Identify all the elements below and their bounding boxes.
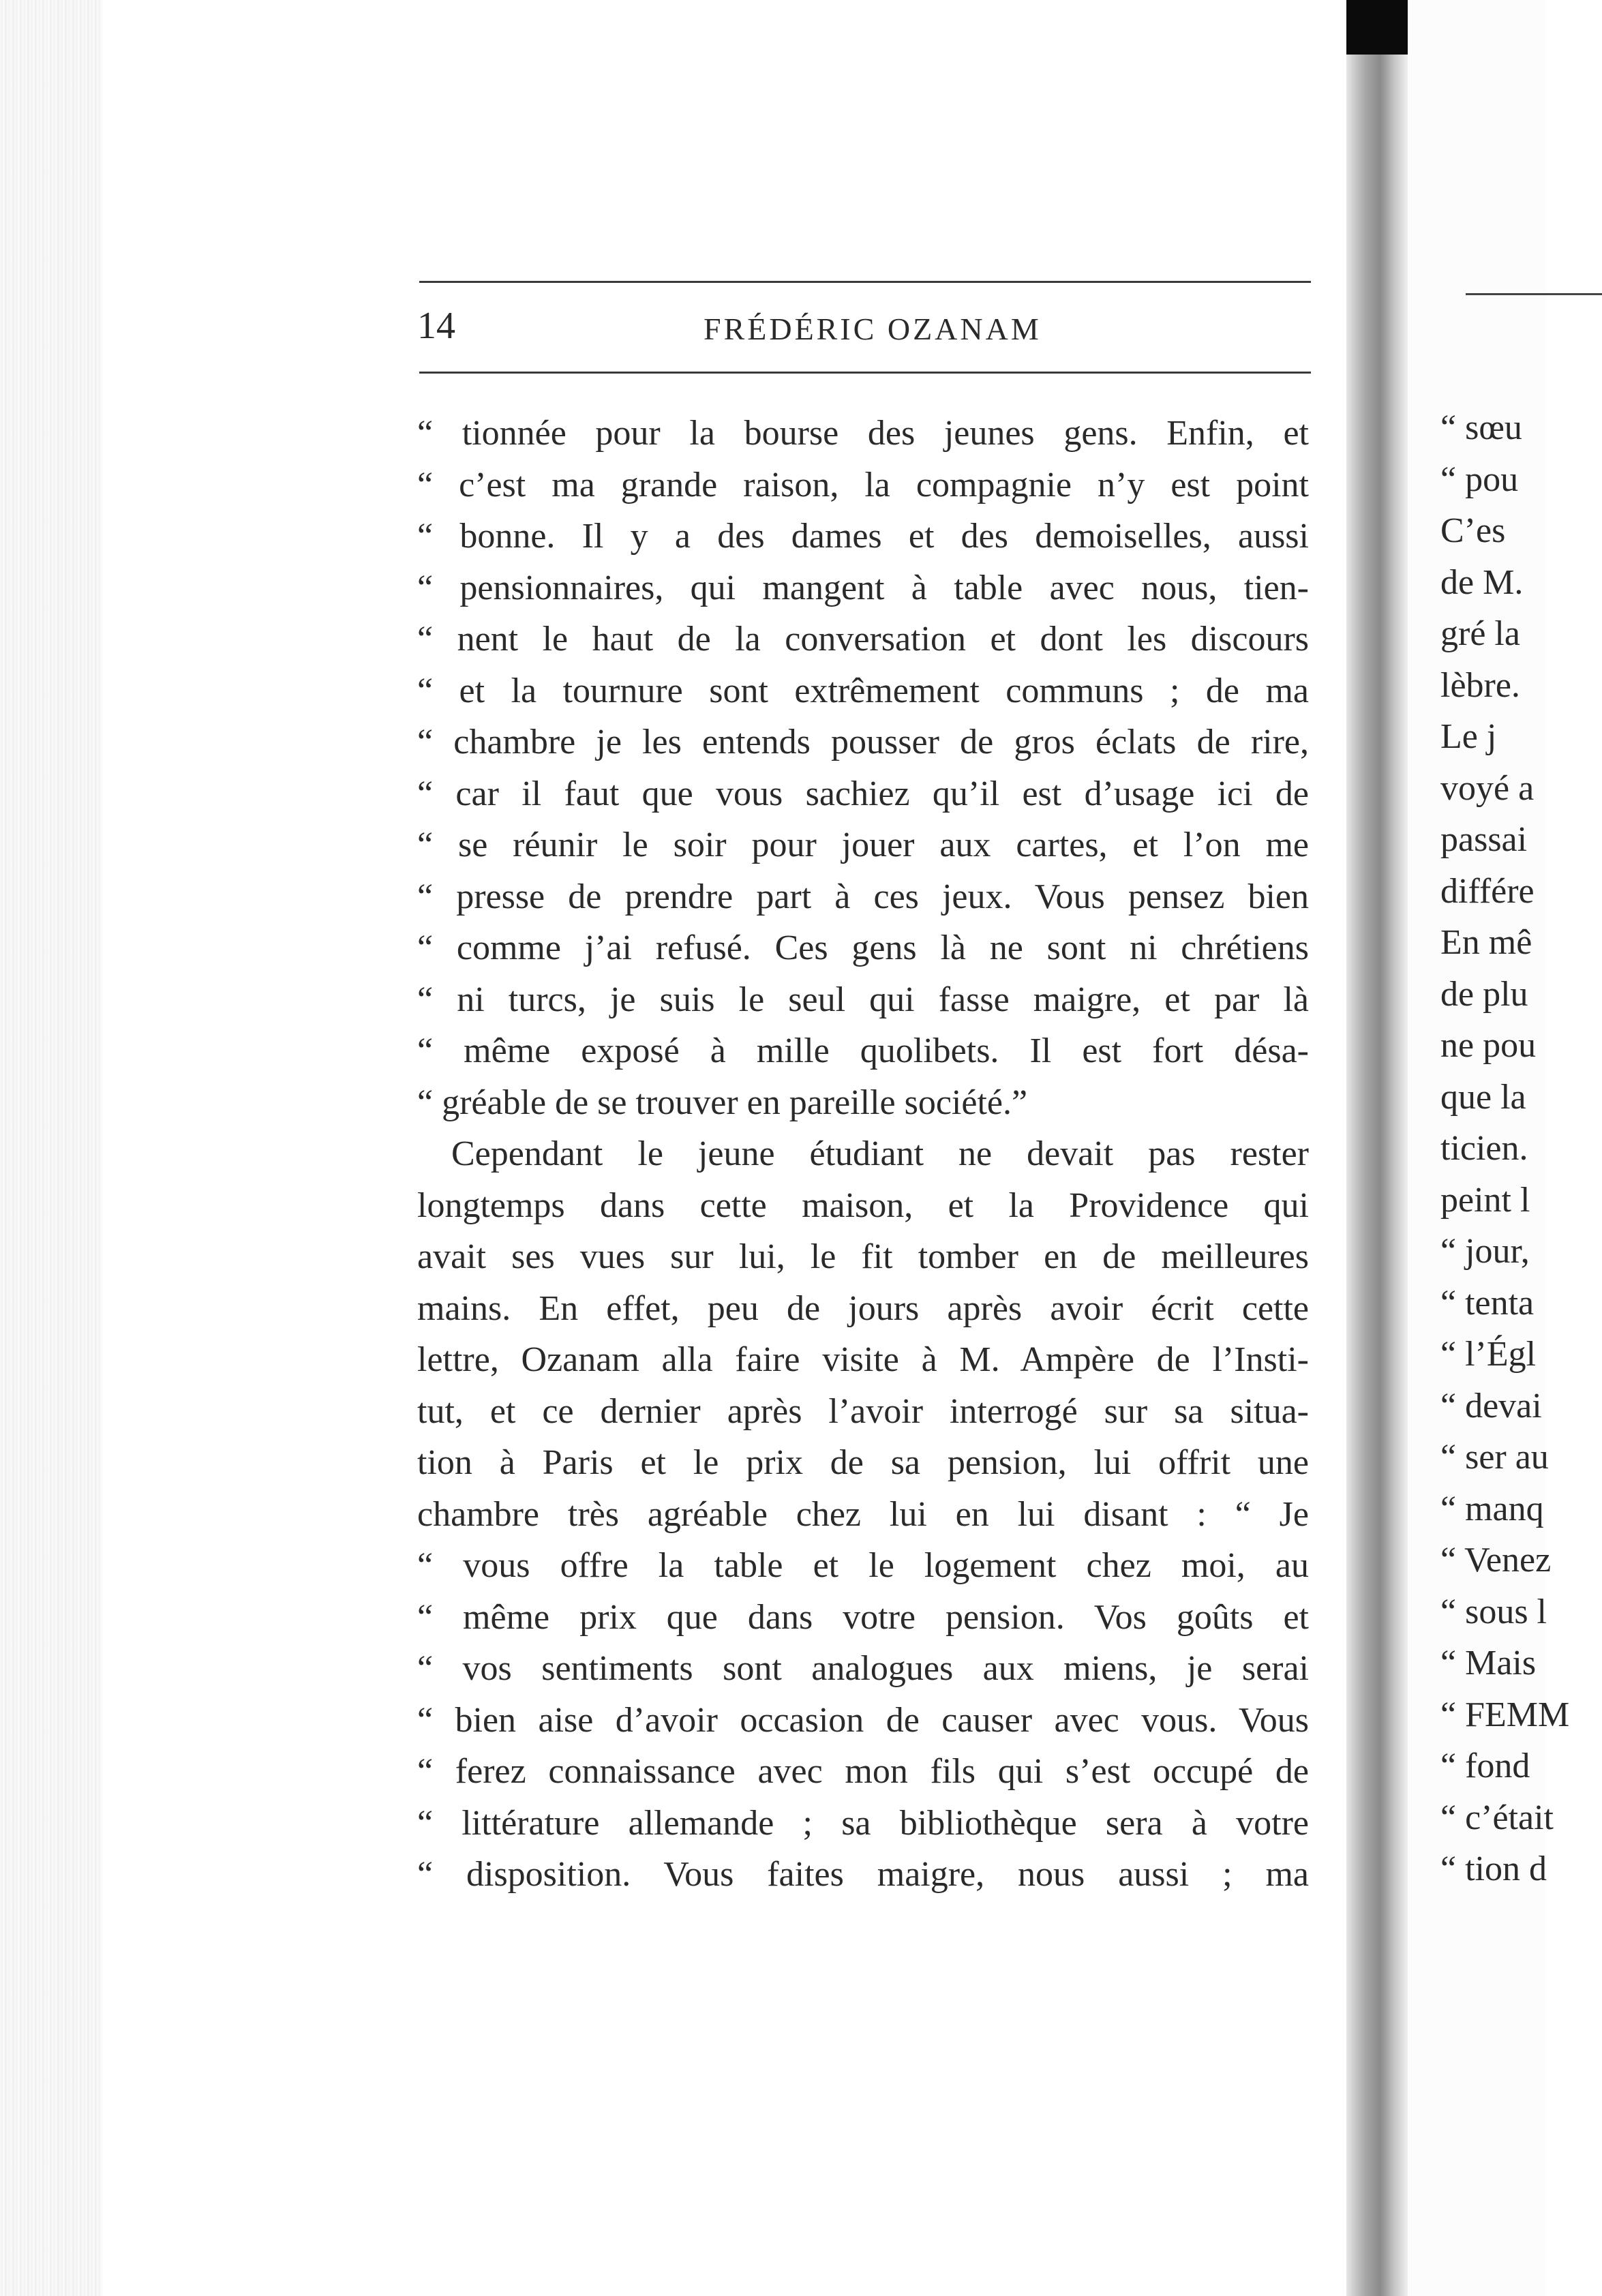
body-text xyxy=(417,408,1309,1901)
next-page-line: différe xyxy=(1440,871,1535,911)
next-page-line: “ sœu xyxy=(1440,408,1522,447)
next-page-line: “ sous l xyxy=(1440,1592,1547,1631)
text-line: “ ni turcs, je suis le seul qui fasse maigre, et par là xyxy=(417,980,1309,1019)
text-line: longtemps dans cette maison, et la Providence qui xyxy=(417,1185,1309,1225)
next-page-line: voyé a xyxy=(1440,768,1535,808)
text-line: “ bonne. Il y a des dames et des demoiselles, aussi xyxy=(417,517,1309,556)
next-page-line: peint l xyxy=(1440,1180,1530,1220)
next-page-line: passai xyxy=(1440,820,1528,859)
next-page-line: Le j xyxy=(1440,717,1497,756)
text-line: avait ses vues sur lui, le fit tomber en de meilleures xyxy=(417,1237,1309,1276)
next-page-line: “ manq xyxy=(1440,1489,1544,1528)
next-page-line: ticien. xyxy=(1440,1129,1528,1168)
text-line: “ nent le haut de la conversation et dont les discours xyxy=(417,620,1309,659)
next-page-line: En mê xyxy=(1440,923,1532,962)
text-line: “ bien aise d’avoir occasion de causer avec vous. Vous xyxy=(417,1700,1309,1740)
text-line: “ et la tournure sont extrêmement communs ; de ma xyxy=(417,671,1309,710)
text-line: “ comme j’ai refusé. Ces gens là ne sont ni chrétiens xyxy=(417,928,1309,967)
next-page-line: lèbre. xyxy=(1440,665,1520,705)
text-line: “ littérature allemande ; sa bibliothèque sera à votre xyxy=(417,1803,1309,1843)
text-line: tion à Paris et le prix de sa pension, lui offrit une xyxy=(417,1443,1309,1482)
book-page-right-partial xyxy=(1408,0,1570,2296)
text-line: “ vous offre la table et le logement chez moi, au xyxy=(417,1546,1309,1585)
next-page-line: de M. xyxy=(1440,562,1524,602)
next-page-line: que la xyxy=(1440,1077,1526,1117)
next-page-line: ne pou xyxy=(1440,1026,1537,1065)
next-page-line: “ c’était xyxy=(1440,1798,1554,1837)
header-rule-top xyxy=(419,281,1311,283)
book-gutter-shadow xyxy=(1346,0,1408,2296)
text-line: “ se réunir le soir pour jouer aux cartes, et l’on me xyxy=(417,826,1309,864)
running-head: FRÉDÉRIC OZANAM xyxy=(704,312,1042,346)
text-line: “ gréable de se trouver en pareille société.” xyxy=(417,1083,1028,1122)
next-page-line: “ Venez xyxy=(1440,1541,1552,1580)
next-page-line: “ pou xyxy=(1440,459,1519,499)
next-page-line: “ l’Égl xyxy=(1440,1335,1537,1374)
next-page-line: “ fond xyxy=(1440,1747,1530,1785)
next-page-line: “ devai xyxy=(1440,1386,1542,1425)
text-line: “ car il faut que vous sachiez qu’il est d’usage ici de xyxy=(417,774,1309,813)
text-line: “ c’est ma grande raison, la compagnie n’y est point xyxy=(417,465,1309,504)
text-line: “ tionnée pour la bourse des jeunes gens. Enfin, et xyxy=(417,414,1309,453)
next-page-header-rule xyxy=(1466,293,1602,295)
next-page-line: “ tion d xyxy=(1440,1849,1547,1888)
text-line: lettre, Ozanam alla faire visite à M. Ampère de l’Insti- xyxy=(417,1340,1309,1379)
text-line: mains. En effet, peu de jours après avoir écrit cette xyxy=(417,1288,1309,1328)
page-edge-stack xyxy=(0,0,102,2296)
next-page-line: “ jour, xyxy=(1440,1232,1530,1271)
text-line: “ pensionnaires, qui mangent à table avec nous, tien- xyxy=(417,568,1309,607)
text-line: “ ferez connaissance avec mon fils qui s’est occupé de xyxy=(417,1752,1309,1791)
text-line: “ presse de prendre part à ces jeux. Vous pensez bien xyxy=(417,877,1309,916)
text-line: “ disposition. Vous faites maigre, nous aussi ; ma xyxy=(417,1855,1309,1894)
text-line: “ même exposé à mille quolibets. Il est fort désa- xyxy=(417,1031,1309,1070)
next-page-line: C’es xyxy=(1440,511,1506,550)
text-line: “ même prix que dans votre pension. Vos goûts et xyxy=(417,1597,1309,1637)
text-line: tut, et ce dernier après l’avoir interrogé sur sa situa- xyxy=(417,1391,1309,1431)
next-page-line: “ tenta xyxy=(1440,1283,1535,1323)
page-number: 14 xyxy=(417,305,455,347)
text-line: “ vos sentiments sont analogues aux miens, je serai xyxy=(417,1649,1309,1688)
next-page-line: “ FEMM xyxy=(1440,1695,1570,1734)
next-page-line: de plu xyxy=(1440,974,1528,1014)
text-line: chambre très agréable chez lui en lui disant : “ Je xyxy=(417,1494,1309,1534)
header-rule-bottom xyxy=(419,372,1311,374)
next-page-line: “ Mais xyxy=(1440,1644,1537,1682)
next-page-line: “ ser au xyxy=(1440,1438,1549,1477)
text-line: Cependant le jeune étudiant ne devait pas rester xyxy=(451,1134,1309,1173)
next-page-line: gré la xyxy=(1440,614,1520,653)
text-line: “ chambre je les entends pousser de gros éclats de rire, xyxy=(417,723,1309,761)
